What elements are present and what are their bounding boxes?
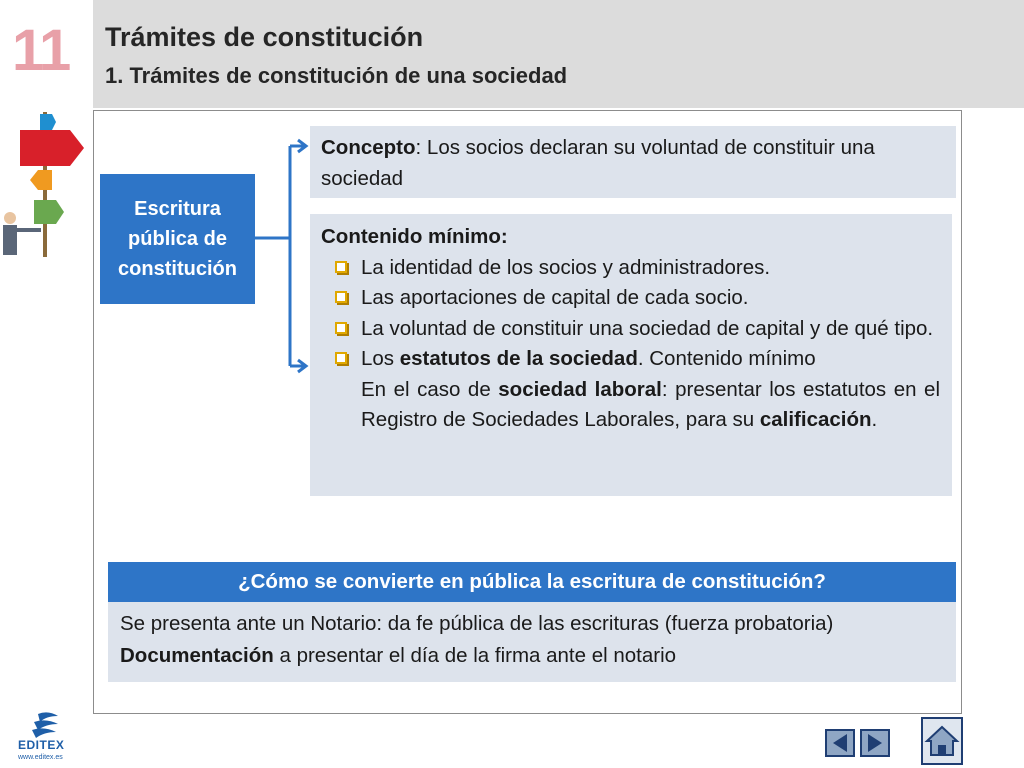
list-item-text: . Contenido mínimo (637, 347, 816, 370)
estatutos-term: estatutos de la sociedad (399, 347, 638, 370)
concepto-term: Concepto (321, 136, 416, 159)
prev-slide-button[interactable] (825, 729, 855, 757)
list-item-text: La voluntad de constituir una sociedad de capital y de qué tipo. (361, 316, 934, 340)
signpost-icon (0, 108, 90, 268)
list-item (321, 344, 940, 375)
sociedad-laboral-note (321, 375, 940, 436)
list-item-text: Las aportaciones de capital de cada socio. (361, 286, 749, 309)
answer-box (108, 602, 956, 682)
home-button[interactable] (921, 717, 963, 765)
answer-line-1: Se presenta ante un Notario: da fe pública de las escrituras (fuerza probatoria) (120, 612, 834, 635)
note-text: En el caso de (361, 377, 499, 401)
page-title: Trámites de constitución (105, 22, 424, 52)
bullet-square-icon (335, 322, 347, 334)
answer-text: a presentar el día de la firma ante el notario (273, 644, 677, 667)
contenido-heading: Contenido mínimo: (321, 225, 508, 248)
next-arrow-icon (862, 731, 888, 755)
list-item-text: La identidad de los socios y administradores. (361, 255, 771, 279)
page-subtitle: 1. Trámites de constitución de una sociedad (105, 63, 568, 88)
logo-url: www.editex.es (18, 754, 63, 761)
concepto-box (310, 126, 956, 198)
list-item (321, 253, 940, 284)
bullet-square-icon (335, 261, 347, 273)
home-icon (923, 719, 961, 763)
bullet-square-icon (335, 352, 347, 364)
note-text: : presentar los estatutos en el Registro de Sociedades Laborales, para su (361, 377, 941, 431)
contenido-list (321, 253, 940, 375)
logo-text: EDITEX (18, 738, 65, 752)
documentacion-term: Documentación (120, 644, 274, 667)
calificacion-term: calificación (759, 408, 872, 431)
next-slide-button[interactable] (860, 729, 890, 757)
list-item (321, 283, 940, 314)
answer-line-2 (120, 640, 944, 672)
note-text: . (871, 408, 878, 431)
sociedad-laboral-term: sociedad laboral (498, 377, 662, 401)
list-item-text: Los (361, 347, 400, 370)
contenido-minimo-box (310, 214, 952, 496)
prev-arrow-icon (827, 731, 853, 755)
header-bar (93, 0, 1024, 108)
question-header: ¿Cómo se convierte en pública la escritura de constitución? (108, 562, 956, 602)
escritura-publica-box: Escritura pública de constitución (100, 174, 255, 304)
chapter-number: 11 (12, 18, 70, 83)
concepto-text: : Los socios declaran su voluntad de constituir una sociedad (321, 136, 875, 190)
list-item (321, 314, 940, 345)
bullet-square-icon (335, 291, 347, 303)
